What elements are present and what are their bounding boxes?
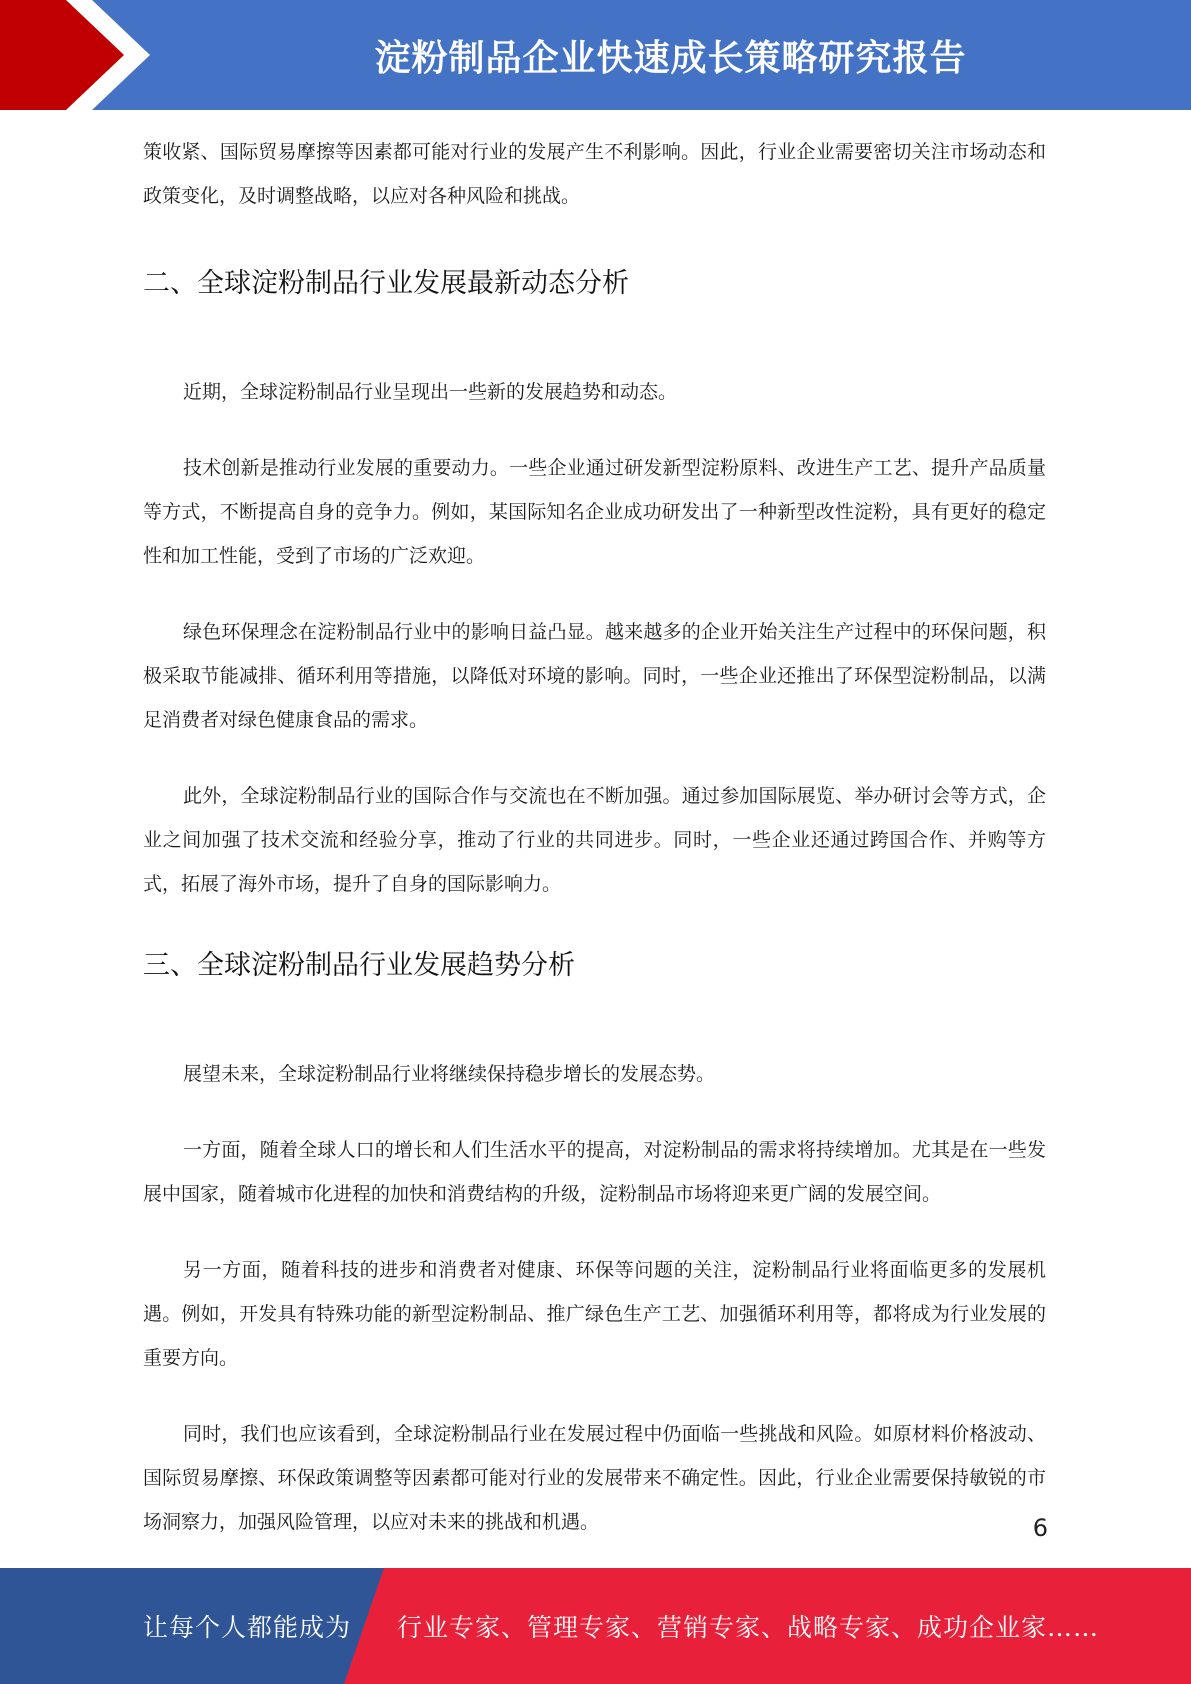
paragraph: 同时，我们也应该看到，全球淀粉制品行业在发展过程中仍面临一些挑战和风险。如原材料价格波动、国际贸易摩擦、环保政策调整等因素都可能对行业的发展带来不确定性。因此，行业企业需要保持敏锐的市场洞察力，加强风险管理，以应对未来的挑战和机遇。 — [143, 1423, 1046, 1533]
paragraph: 展望未来，全球淀粉制品行业将继续保持稳步增长的发展态势。 — [183, 1063, 716, 1085]
paragraph: 绿色环保理念在淀粉制品行业中的影响日益凸显。越来越多的企业开始关注生产过程中的环保问题，积极采取节能减排、循环利用等措施，以降低对环境的影响。同时，一些企业还推出了环保型淀粉制品，以满足消费者对绿色健康食品的需求。 — [143, 621, 1046, 731]
page-footer — [0, 1568, 1191, 1684]
main-content — [143, 130, 1046, 1544]
header-chevron-decoration — [0, 0, 170, 110]
section-heading: 三、全球淀粉制品行业发展趋势分析 — [143, 950, 575, 981]
page-number: 6 — [1032, 1514, 1048, 1542]
paragraph: 一方面，随着全球人口的增长和人们生活水平的提高，对淀粉制品的需求将持续增加。尤其是在一些发展中国家，随着城市化进程的加快和消费结构的升级，淀粉制品市场将迎来更广阔的发展空间。 — [143, 1139, 1046, 1205]
paragraph: 技术创新是推动行业发展的重要动力。一些企业通过研发新型淀粉原料、改进生产工艺、提升产品质量等方式，不断提高自身的竞争力。例如，某国际知名企业成功研发出了一种新型改性淀粉，具有更好的稳定性和加工性能，受到了市场的广泛欢迎。 — [143, 457, 1046, 567]
paragraph: 近期，全球淀粉制品行业呈现出一些新的发展趋势和动态。 — [183, 381, 678, 403]
footer-slogan-left: 让每个人都能成为 — [143, 1613, 352, 1642]
intro-paragraph: 策收紧、国际贸易摩擦等因素都可能对行业的发展产生不利影响。因此，行业企业需要密切关注市场动态和政策变化，及时调整战略，以应对各种风险和挑战。 — [143, 141, 1046, 207]
page-header — [0, 0, 1191, 110]
paragraph: 此外，全球淀粉制品行业的国际合作与交流也在不断加强。通过参加国际展览、举办研讨会等方式，企业之间加强了技术交流和经验分享，推动了行业的共同进步。同时，一些企业还通过跨国合作、并购等方式，拓展了海外市场，提升了自身的国际影响力。 — [143, 785, 1046, 895]
document-title: 淀粉制品企业快速成长策略研究报告 — [374, 37, 967, 79]
section-heading: 二、全球淀粉制品行业发展最新动态分析 — [143, 268, 629, 299]
footer-slogan-right: 行业专家、管理专家、营销专家、战略专家、成功企业家…… — [397, 1613, 1100, 1642]
paragraph: 另一方面，随着科技的进步和消费者对健康、环保等问题的关注，淀粉制品行业将面临更多的发展机遇。例如，开发具有特殊功能的新型淀粉制品、推广绿色生产工艺、加强循环利用等，都将成为行业发展的重要方向。 — [143, 1259, 1046, 1369]
